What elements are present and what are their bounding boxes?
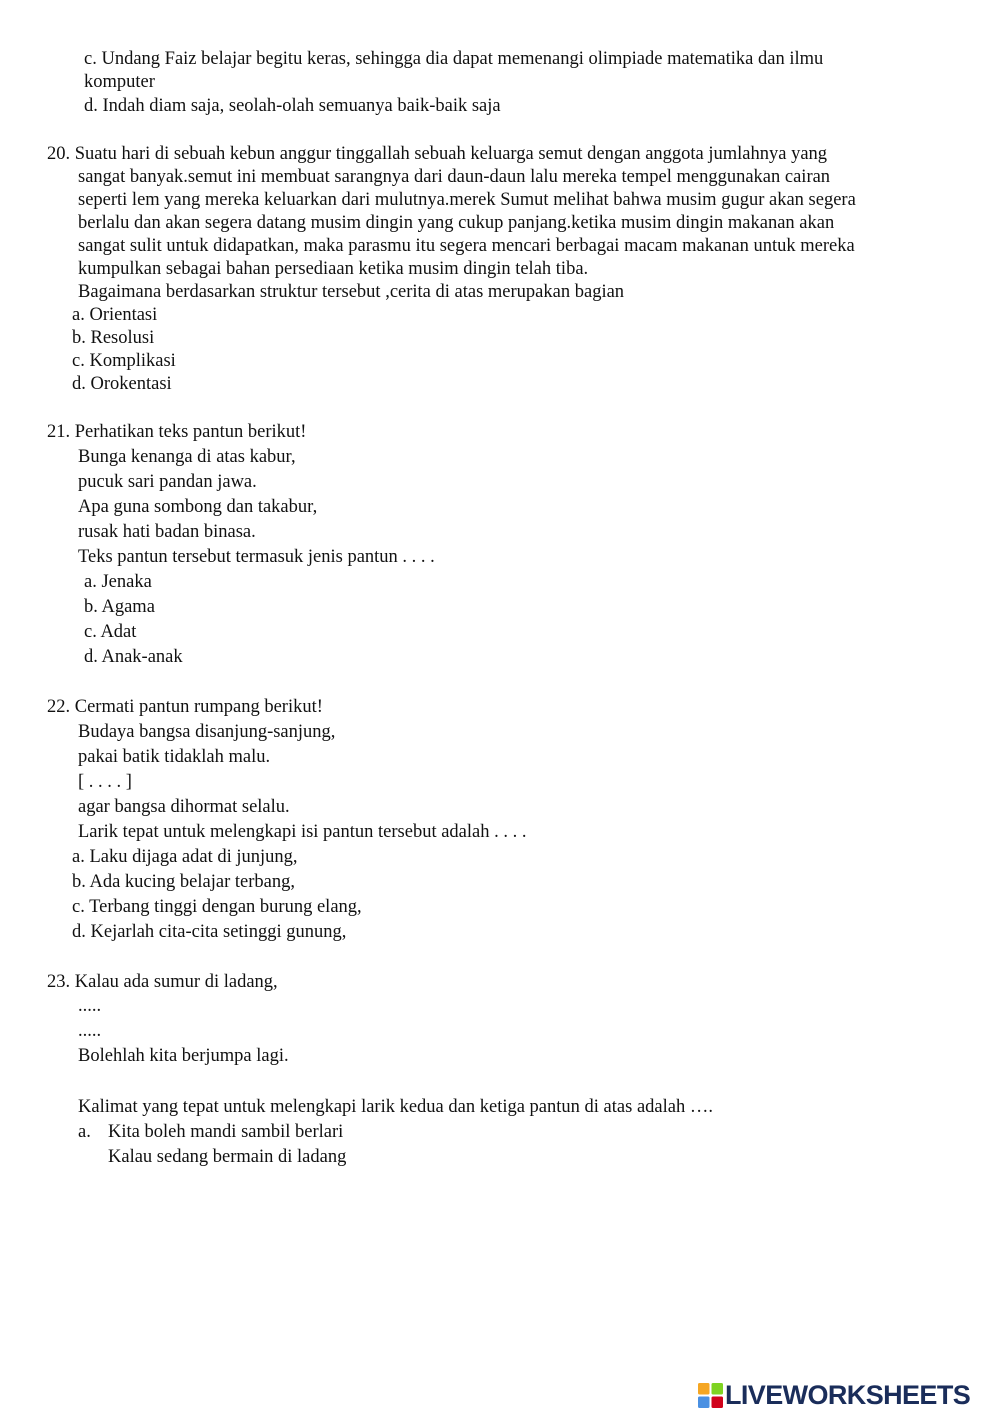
q23-option-a-line1: Kita boleh mandi sambil berlari <box>108 1122 344 1142</box>
q21-option-c: c. Adat <box>84 622 137 642</box>
q21-pantun-line: Bunga kenanga di atas kabur, <box>78 447 296 467</box>
q21-pantun-line: pucuk sari pandan jawa. <box>78 472 257 492</box>
q21-option-a: a. Jenaka <box>84 572 152 592</box>
q20-question: Bagaimana berdasarkan struktur tersebut ,cerita di atas merupakan bagian <box>78 282 625 302</box>
q21-question: Teks pantun tersebut termasuk jenis pantun . . . . <box>78 547 435 567</box>
q22-option-d: d. Kejarlah cita-cita setinggi gunung, <box>72 922 347 942</box>
q23-blank-line: ..... <box>78 1021 102 1041</box>
q22-pantun-line: agar bangsa dihormat selalu. <box>78 797 290 817</box>
prev-option-c-cont: komputer <box>84 72 155 92</box>
prev-option-d: d. Indah diam saja, seolah-olah semuanya baik-baik saja <box>84 96 501 116</box>
q22-option-a: a. Laku dijaga adat di junjung, <box>72 847 298 867</box>
q20-option-b: b. Resolusi <box>72 328 155 348</box>
q22-pantun-line: Budaya bangsa disanjung-sanjung, <box>78 722 336 742</box>
q20-stem-line: kumpulkan sebagai bahan persediaan ketika musim dingin telah tiba. <box>78 259 589 279</box>
q21-option-d: d. Anak-anak <box>84 647 183 667</box>
q20-option-c: c. Komplikasi <box>72 351 176 371</box>
q20-option-d: d. Orokentasi <box>72 374 172 394</box>
q20-stem-line: sangat banyak.semut ini membuat sarangnya dari daun-daun lalu mereka tempel menggunakan cairan <box>78 167 831 187</box>
prev-option-c: c. Undang Faiz belajar begitu keras, sehingga dia dapat memenangi olimpiade matematika dan ilmu <box>84 49 824 69</box>
q22-option-c: c. Terbang tinggi dengan burung elang, <box>72 897 362 917</box>
q20-stem-line: sangat sulit untuk didapatkan, maka parasmu itu segera mencari berbagai macam makanan untuk mereka <box>78 236 855 256</box>
q22-blank-line: [ . . . . ] <box>78 772 132 792</box>
q22-question: Larik tepat untuk melengkapi isi pantun tersebut adalah . . . . <box>78 822 527 842</box>
liveworksheets-logo <box>698 1378 970 1412</box>
q21-pantun-line: Apa guna sombong dan takabur, <box>78 497 318 517</box>
q23-question: Kalimat yang tepat untuk melengkapi larik kedua dan ketiga pantun di atas adalah …. <box>78 1097 713 1117</box>
q20-stem: 20. Suatu hari di sebuah kebun anggur tinggallah sebuah keluarga semut dengan anggota jumlahnya yang <box>47 144 828 164</box>
q22-pantun-line: pakai batik tidaklah malu. <box>78 747 271 767</box>
q23-stem: 23. Kalau ada sumur di ladang, <box>47 972 278 992</box>
q21-stem: 21. Perhatikan teks pantun berikut! <box>47 422 307 442</box>
q23-option-a-line2: Kalau sedang bermain di ladang <box>108 1147 347 1167</box>
q21-pantun-line: rusak hati badan binasa. <box>78 522 256 542</box>
q23-blank-line: ..... <box>78 996 102 1016</box>
q23-option-a-letter: a. <box>78 1122 91 1142</box>
q20-option-a: a. Orientasi <box>72 305 158 325</box>
liveworksheets-logo-icon <box>698 1383 723 1408</box>
q20-stem-line: seperti lem yang mereka keluarkan dari mulutnya.merek Sumut melihat bahwa musim gugur akan segera <box>78 190 856 210</box>
q21-option-b: b. Agama <box>84 597 155 617</box>
q23-pantun-line: Bolehlah kita berjumpa lagi. <box>78 1046 289 1066</box>
q22-stem: 22. Cermati pantun rumpang berikut! <box>47 697 323 717</box>
liveworksheets-logo-text: LIVEWORKSHEETS <box>725 1379 971 1410</box>
q20-stem-line: berlalu dan akan segera datang musim dingin yang cukup panjang.ketika musim dingin makanan akan <box>78 213 835 233</box>
q22-option-b: b. Ada kucing belajar terbang, <box>72 872 295 892</box>
